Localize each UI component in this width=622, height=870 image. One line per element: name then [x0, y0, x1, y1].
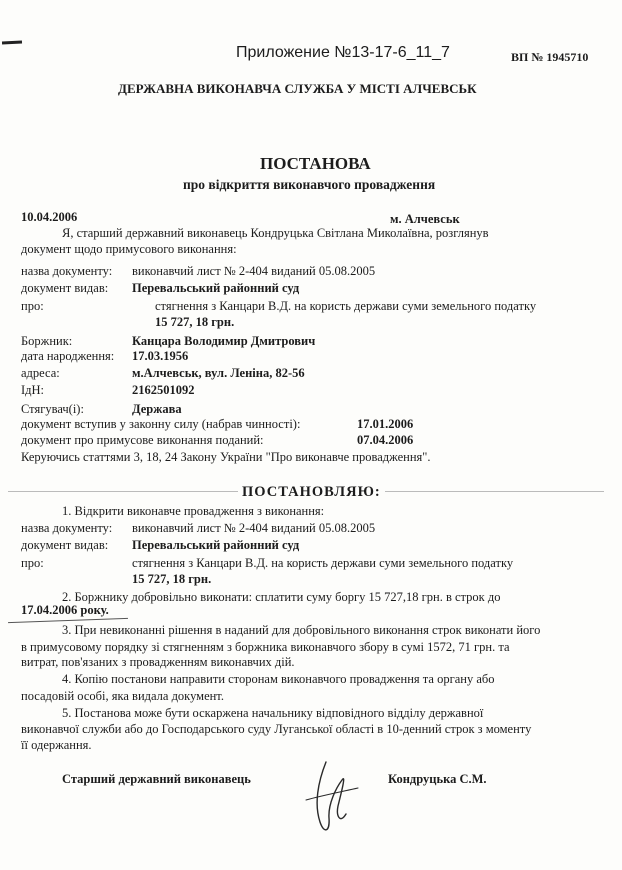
document-city: м. Алчевськ [390, 212, 460, 226]
appendix-label: Приложение №13-17-6_11_7 [236, 44, 450, 61]
series-number: ВП № 1945710 [511, 50, 589, 64]
item-2-line-2: 17.04.2006 року. [21, 603, 109, 617]
item-4-line-2: посадовій особі, яка видала документ. [21, 689, 224, 703]
issuer-label: документ видав: [21, 281, 109, 295]
agency-title: ДЕРЖАВНА ВИКОНАВЧА СЛУЖБА У МІСТІ АЛЧЕВСЬК [118, 81, 477, 96]
doc-name-value: виконавчий лист № 2-404 виданий 05.08.2005 [132, 264, 376, 278]
about-value-2-line-2: 15 727, 18 грн. [132, 572, 212, 586]
creditor-label: Стягувач(і): [21, 402, 84, 416]
about-label-2: про: [21, 556, 44, 570]
address-value: м.Алчевськ, вул. Леніна, 82-56 [132, 366, 305, 380]
item-1: 1. Відкрити виконавче провадження з виконання: [62, 504, 325, 518]
issuer-value: Перевальський районний суд [132, 281, 300, 295]
document-subtitle: про відкриття виконавчого провадження [183, 177, 436, 192]
document-title: ПОСТАНОВА [260, 154, 371, 173]
submitted-label: документ про примусове виконання поданий: [21, 433, 264, 447]
debtor-label: Боржник: [21, 334, 73, 348]
effective-date: 17.01.2006 [357, 417, 414, 431]
signature [296, 752, 366, 842]
about-value-line-2: 15 727, 18 грн. [155, 315, 235, 329]
dob-value: 17.03.1956 [132, 349, 189, 363]
guided-by: Керуючись статтями 3, 18, 24 Закону України "Про виконавче провадження". [21, 450, 431, 464]
item-5-line-1: 5. Постанова може бути оскаржена начальнику відповідного відділу державної [62, 706, 484, 720]
intro-line-1: Я, старший державний виконавець Кондруцька Світлана Миколаївна, розглянув [62, 226, 489, 240]
margin-mark [2, 40, 22, 44]
id-label: ІдН: [21, 383, 45, 397]
about-label: про: [21, 299, 44, 313]
resolve-heading: ПОСТАНОВЛЯЮ: [238, 484, 385, 501]
issuer-label-2: документ видав: [21, 538, 109, 552]
id-value: 2162501092 [132, 383, 195, 397]
document-date: 10.04.2006 [21, 210, 78, 224]
item-4-line-1: 4. Копію постанови направити сторонам виконавчого провадження та органу або [62, 672, 495, 686]
doc-name-value-2: виконавчий лист № 2-404 виданий 05.08.2005 [132, 521, 376, 535]
signer-name: Кондруцька С.М. [388, 772, 487, 786]
item-5-line-3: її одержання. [21, 738, 92, 752]
address-label: адреса: [21, 366, 60, 380]
item-5-line-2: виконавчої служби або до Господарського суду Луганської області в 10-денний строк з моменту [21, 722, 532, 736]
doc-name-label-2: назва документу: [21, 521, 113, 535]
about-value-2-line-1: стягнення з Канцари В.Д. на користь держави суми земельного податку [132, 556, 514, 570]
item-3-line-2: в примусовому порядку зі стягненням з боржника виконавчого збору в сумі 1572, 71 грн. та [21, 640, 510, 654]
creditor-value: Держава [132, 402, 182, 416]
intro-line-2: документ щодо примусового виконання: [21, 242, 237, 256]
item-3-line-3: витрат, пов'язаних з провадженням виконавчих дій. [21, 655, 295, 669]
issuer-value-2: Перевальський районний суд [132, 538, 300, 552]
dob-label: дата народження: [21, 349, 115, 363]
submitted-date: 07.04.2006 [357, 433, 414, 447]
signer-role: Старший державний виконавець [62, 772, 251, 786]
item-3-line-1: 3. При невиконанні рішення в наданий для добровільного виконання строк виконати його [62, 623, 541, 637]
about-value-line-1: стягнення з Канцари В.Д. на користь держави суми земельного податку [155, 299, 537, 313]
item-2-line-1: 2. Боржнику добровільно виконати: сплатити суму боргу 15 727,18 грн. в строк до [62, 590, 501, 604]
doc-name-label: назва документу: [21, 264, 113, 278]
debtor-name: Канцара Володимир Дмитрович [132, 334, 316, 348]
effective-label: документ вступив у законну силу (набрав чинності): [21, 417, 301, 431]
